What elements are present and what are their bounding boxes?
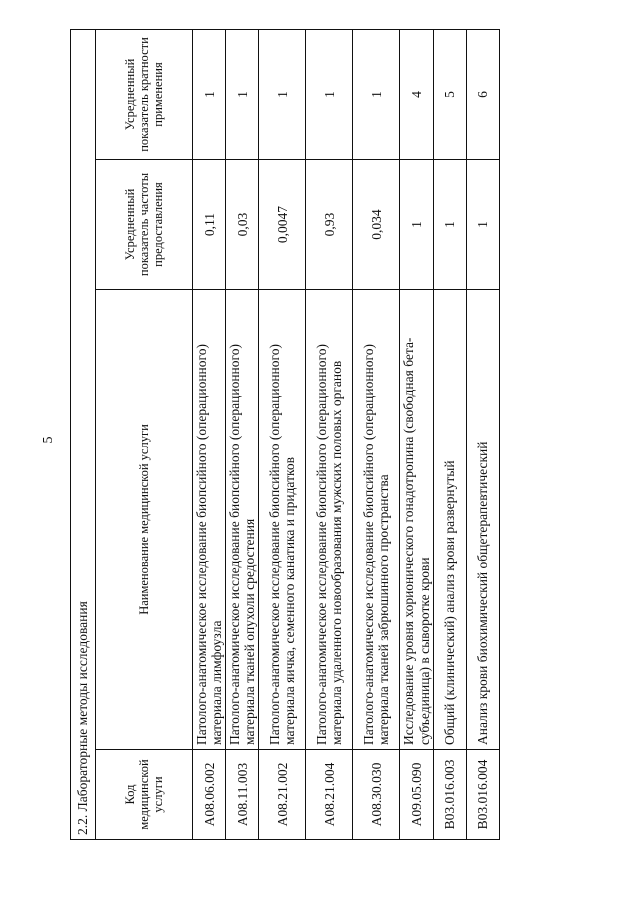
frequency-value: 1 xyxy=(466,160,499,290)
frequency-value: 1 xyxy=(400,160,433,290)
service-code: A09.05.090 xyxy=(400,750,433,840)
section-title: 2.2. Лабораторные методы исследования xyxy=(71,29,96,839)
table-row xyxy=(193,29,226,839)
table-row xyxy=(353,29,400,839)
multiplicity-value: 5 xyxy=(433,29,466,159)
multiplicity-value: 4 xyxy=(400,29,433,159)
multiplicity-value: 1 xyxy=(353,29,400,159)
service-code: A08.21.004 xyxy=(306,750,353,840)
multiplicity-value: 1 xyxy=(259,29,306,159)
rotated-table-container xyxy=(70,30,615,840)
header-name: Наименование медицинской услуги xyxy=(96,290,193,750)
multiplicity-value: 1 xyxy=(226,29,259,159)
table-row xyxy=(226,29,259,839)
header-code: Код медицинской услуги xyxy=(96,750,193,840)
service-code: A08.30.030 xyxy=(353,750,400,840)
service-name: Патолого-анатомическое исследование биопсийного (операционного) материала тканей опухоли средостения xyxy=(226,290,259,750)
service-name: Анализ крови биохимический общетерапевтический xyxy=(466,290,499,750)
multiplicity-value: 1 xyxy=(193,29,226,159)
header-frequency: Усредненный показатель частоты предоставления xyxy=(96,160,193,290)
service-code: A08.11.003 xyxy=(226,750,259,840)
service-code: B03.016.004 xyxy=(466,750,499,840)
table-row xyxy=(433,29,466,839)
service-name: Патолого-анатомическое исследование биопсийного (операционного) материала удаленного новообразования мужских половых органов xyxy=(306,290,353,750)
service-name: Общий (клинический) анализ крови развернутый xyxy=(433,290,466,750)
table-row xyxy=(400,29,433,839)
table-row xyxy=(259,29,306,839)
frequency-value: 0,034 xyxy=(353,160,400,290)
service-code: B03.016.003 xyxy=(433,750,466,840)
table-row xyxy=(466,29,499,839)
header-row xyxy=(96,29,193,839)
service-name: Исследование уровня хорионического гонадотропина (свободная бета-субъединица) в сыворотке крови xyxy=(400,290,433,750)
service-name: Патолого-анатомическое исследование биопсийного (операционного) материала яичка, семенного канатика и придатков xyxy=(259,290,306,750)
multiplicity-value: 1 xyxy=(306,29,353,159)
service-code: A08.21.002 xyxy=(259,750,306,840)
table-row xyxy=(306,29,353,839)
services-table xyxy=(70,29,500,840)
frequency-value: 0,03 xyxy=(226,160,259,290)
frequency-value: 0,11 xyxy=(193,160,226,290)
header-multiplicity: Усредненный показатель кратности применения xyxy=(96,29,193,159)
service-code: A08.06.002 xyxy=(193,750,226,840)
page-number: 5 xyxy=(41,436,56,444)
frequency-value: 1 xyxy=(433,160,466,290)
multiplicity-value: 6 xyxy=(466,29,499,159)
frequency-value: 0,93 xyxy=(306,160,353,290)
section-row xyxy=(71,29,96,839)
service-name: Патолого-анатомическое исследование биопсийного (операционного) материала лимфоузла xyxy=(193,290,226,750)
frequency-value: 0,0047 xyxy=(259,160,306,290)
service-name: Патолого-анатомическое исследование биопсийного (операционного) материала тканей забрюшинного пространства xyxy=(353,290,400,750)
